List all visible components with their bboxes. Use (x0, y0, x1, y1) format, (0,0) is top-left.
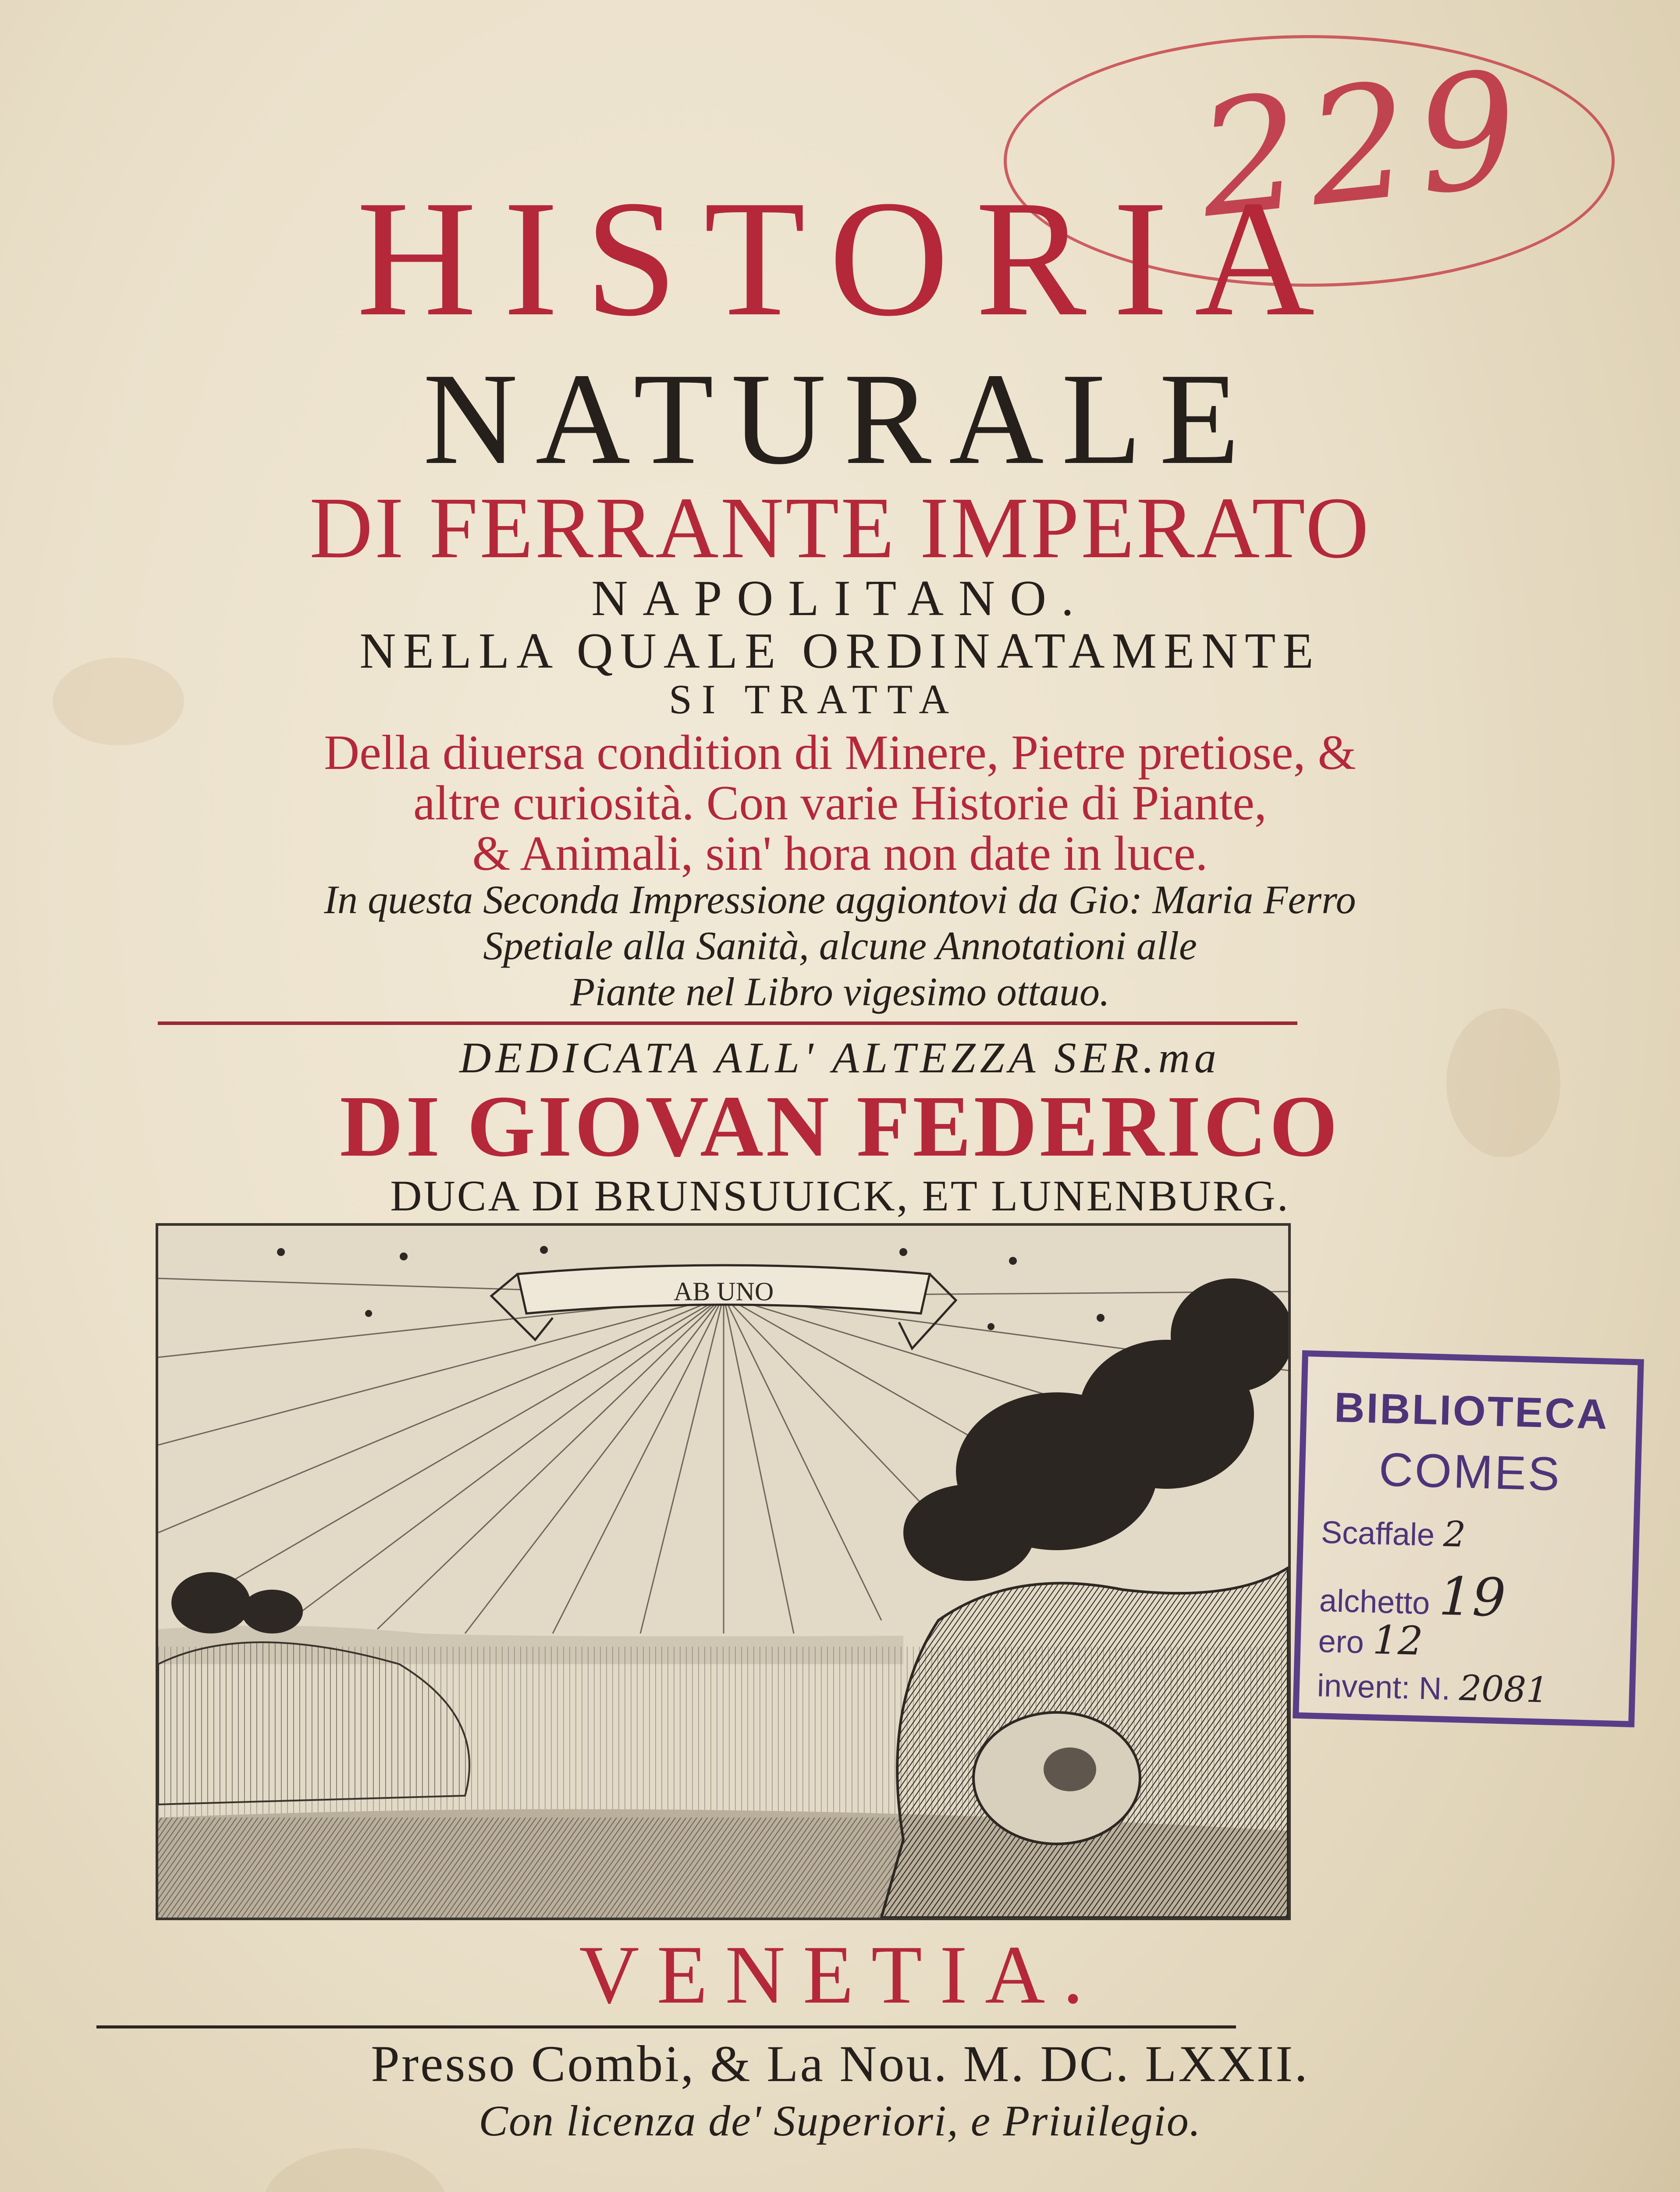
frontispiece-engraving (156, 1223, 1291, 1920)
stamp-palchetto-label: alchetto (1319, 1583, 1431, 1621)
stamp-library-label: BIBLIOTECA (1334, 1384, 1610, 1438)
second-impression-line-1: In questa Seconda Impressione aggiontovi da Gio: Maria Ferro (324, 877, 1356, 922)
stamp-invent-value: 2081 (1459, 1667, 1549, 1711)
stamp-invent-label: invent: N. (1317, 1668, 1451, 1707)
divider-rule (158, 1021, 1297, 1025)
dedication-line-1: DEDICATA ALL' ALTEZZA SER.ma (459, 1033, 1221, 1082)
stamp-scaffale-value: 2 (1442, 1513, 1467, 1555)
author-line: DI FERRANTE IMPERATO (309, 480, 1371, 576)
stamp-library-name: COMES (1378, 1442, 1562, 1501)
description-line-1: Della diuersa condition di Minere, Pietre pretiose, & (324, 726, 1356, 780)
paper-stain (263, 2148, 447, 2192)
rocky-outcrop (881, 1568, 1288, 1918)
second-impression-line-3: Piante nel Libro vigesimo ottauo. (570, 969, 1110, 1014)
dedicatee-name: DI GIOVAN FEDERICO (340, 1078, 1340, 1175)
imprint-license: Con licenza de' Superiori, e Priuilegio. (479, 2096, 1201, 2145)
stamp-row-inventory (1317, 1664, 1549, 1711)
subtitle-line: NELLA QUALE ORDINATAMENTE (359, 623, 1321, 679)
engraving-drawing (158, 1226, 1288, 1918)
library-stamp (1293, 1350, 1644, 1727)
stamp-numero-label: ero (1318, 1624, 1364, 1660)
description-line-3: & Animali, sin' hora non date in luce. (472, 826, 1208, 881)
imprint-rule (96, 2025, 1236, 2028)
handwritten-shelf-number: 229 (1190, 36, 1536, 253)
stamp-row-numero (1318, 1616, 1424, 1664)
subtitle-si-tratta: SI TRATTA (668, 676, 959, 722)
description-line-2: altre curiosità. Con varie Historie di Piante, (413, 776, 1267, 830)
stamp-row-scaffale (1321, 1510, 1466, 1555)
title-historia: HISTORIA (356, 166, 1341, 351)
author-origin: NAPOLITANO. (591, 570, 1089, 626)
imprint-publisher: Presso Combi, & La Nou. M. DC. LXXII. (371, 2035, 1309, 2092)
dedicatee-title: DUCA DI BRUNSUUICK, ET LUNENBURG. (390, 1171, 1290, 1220)
stamp-scaffale-label: Scaffale (1321, 1515, 1435, 1553)
stamp-numero-value: 12 (1372, 1617, 1424, 1665)
title-naturale: NATURALE (423, 346, 1257, 491)
second-impression-line-2: Spetiale alla Sanità, alcune Annotationi alle (483, 923, 1197, 968)
imprint-city: VENETIA. (579, 1929, 1101, 2021)
banner-text: AB UNO (673, 1277, 774, 1306)
stamp-palchetto-value: 19 (1438, 1566, 1507, 1629)
